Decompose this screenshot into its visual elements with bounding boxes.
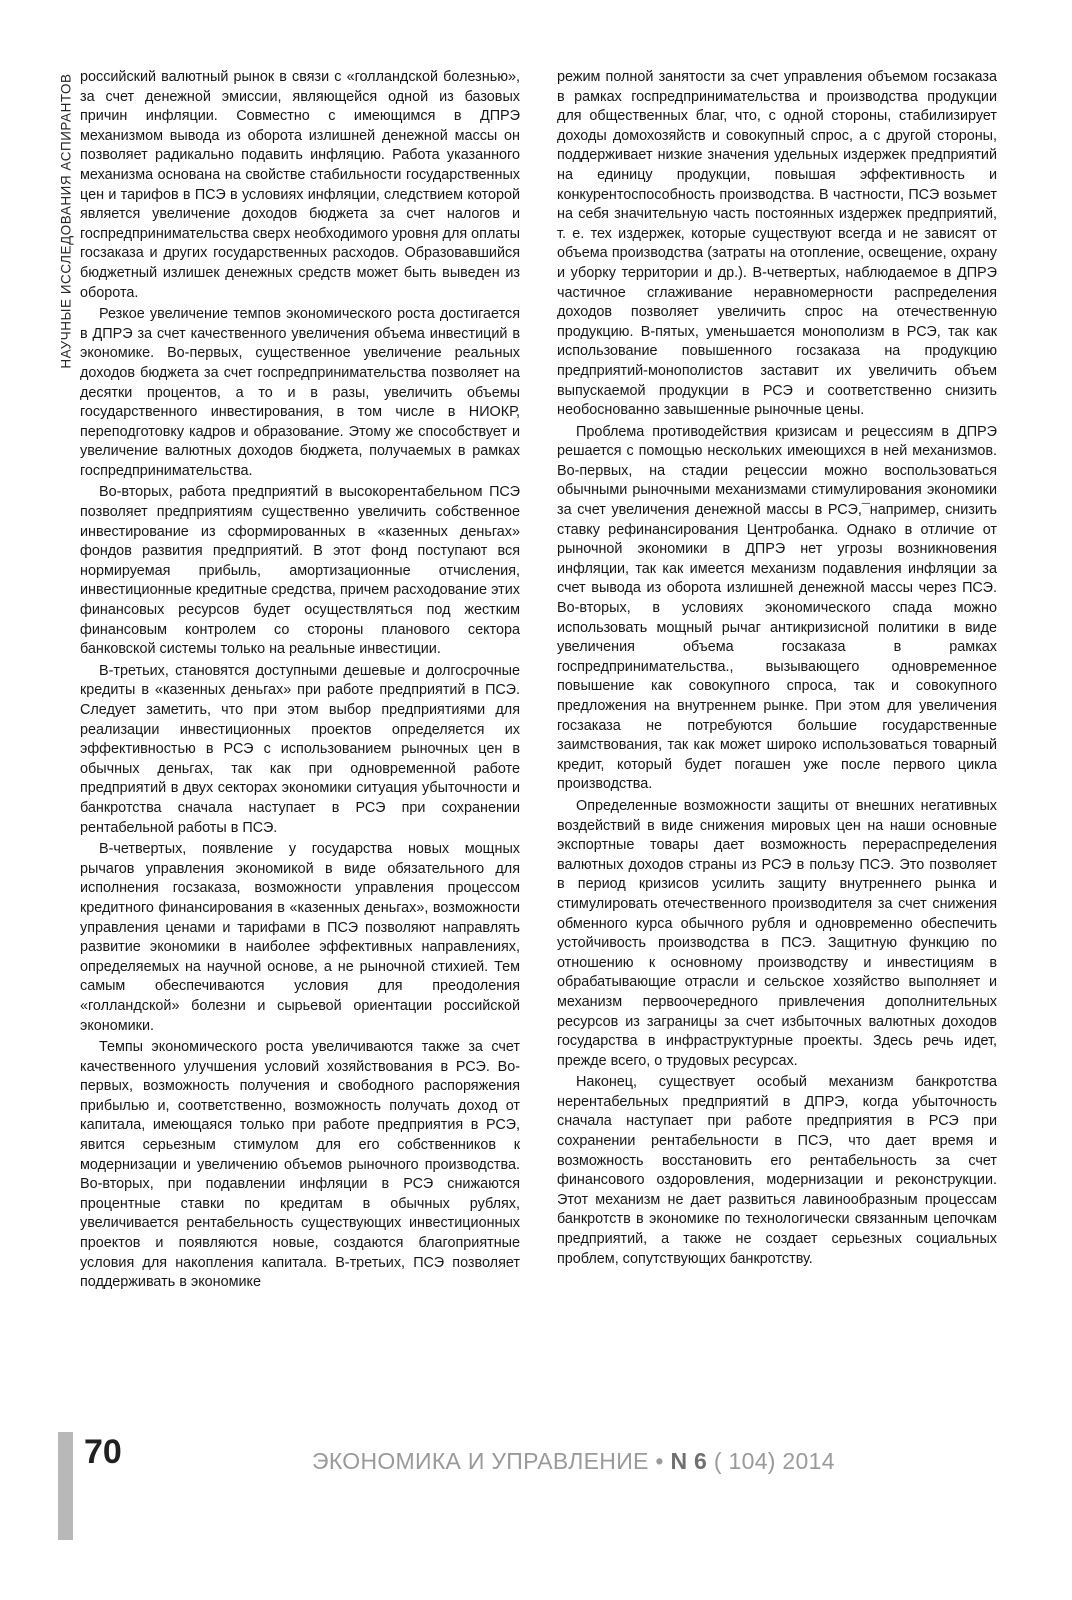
paragraph: Проблема противодействия кризисам и рецессиям в ДПРЭ решается с помощью нескольких имеющихся в ней механизмов. Во-первых, на стадии рецессии можно воспользоваться обычными рыночными механизмами стимулирования экономики за счет увеличения денежной массы в РСЭ,¯например, снизить ставку рефинансирования Центробанка. Однако в отличие от рыночной экономики в ДПРЭ нет угрозы возникновения инфляции, так как имеется механизм подавления инфляции за счет вывода из оборота излишней денежной массы через ПСЭ. Во-вторых, в условиях экономического спада можно использовать мощный рычаг антикризисной политики в виде увеличения объема госзаказа в рамках госпредпринимательства., вызывающего одновременное повышение как совокупного спроса, так и совокупного предложения на внутреннем рынке. При этом для увеличения госзаказа не потребуются большие государственные заимствования, так как может широко использоваться товарный кредит, который будет погашен уже после первого цикла производства.	[557, 423, 997, 793]
paragraph: Наконец, существует особый механизм банкротства нерентабельных предприятий в ДПРЭ, когда убыточность сначала наступает при работе предприятия в РСЭ при сохранении рентабельности в ПСЭ, что дает время и возможность восстановить его рентабельность за счет финансового оздоровления, модернизации и реконструкции. Этот механизм не дает развиться лавинообразным процессам банкротств в экономике по технологически связанным цепочкам предприятий, а также не создает серьезных социальных проблем, сопутствующих банкротству.	[557, 1074, 997, 1267]
paragraph: Определенные возможности защиты от внешних негативных воздействий в виде снижения мировых цен на наши основные экспортные товары дает возможность перераспределения валютных доходов страны из РСЭ в пользу ПСЭ. Это позволяет в период кризисов усилить защиту внутреннего рынка и стимулировать отечественного производителя за счет снижения обменного курса обычного рубля и одновременно обеспечить устойчивость производства в ПСЭ. Защитную функцию по отношению к основному производству и инвестициям в обрабатывающие отрасли и сельское хозяйство выполняет и механизм первоочередного привлечения дополнительных ресурсов из заграницы за счет избыточных валютных доходов государства в инфраструктурные проекты. Здесь речь идет, прежде всего, о трудовых ресурсах.	[557, 797, 997, 1069]
paragraph: В-третьих, становятся доступными дешевые и долгосрочные кредиты в «казенных деньгах» при работе предприятий в ПСЭ. Следует заметить, что при этом выбор предприятиями для реализации инвестиционных проектов определяется их эффективностью в РСЭ с использованием рыночных цен в обычных деньгах, так как при одновременной работе предприятий в двух секторах экономики ситуация убыточности и банкротства сначала наступает в РСЭ при сохранении рентабельной работы в ПСЭ.	[80, 662, 520, 836]
paragraph: Во-вторых, работа предприятий в высокорентабельном ПСЭ позволяет предприятиям существенно увеличить собственное инвестирование из сформированных в «казенных деньгах» фондов развития предприятий. В этот фонд поступают вся нормируемая прибыль, амортизационные отчисления, инвестиционные кредитные средства, причем расходование этих финансовых ресурсов будет осуществляться под жестким финансовым контролем со стороны планового сектора банковской системы только на реальные инвестиции.	[80, 484, 520, 658]
right-column	[557, 68, 997, 1271]
paragraph: Резкое увеличение темпов экономического роста достигается в ДПРЭ за счет качественного увеличения объема инвестиций в экономике. Во-первых, существенное увеличение реальных доходов бюджета за счет госпредпринимательства позволяет на десятки процентов, а то и в разы, увеличить объемы государственного инвестирования, в том числе в НИОКР, переподготовку кадров и образование. Этому же способствует и увеличение валютных доходов бюджета, получаемых в рамках госпредпринимательства.	[80, 306, 520, 479]
journal-title: ЭКОНОМИКА И УПРАВЛЕНИЕ	[312, 1448, 649, 1474]
section-side-label	[56, 62, 76, 380]
issue-number: N 6	[670, 1448, 708, 1474]
left-column	[80, 68, 520, 1295]
journal-footer	[312, 1446, 835, 1476]
section-side-label-text: НАУЧНЫЕ ИССЛЕДОВАНИЯ АСПИРАНТОВ	[58, 73, 74, 369]
paragraph: российский валютный рынок в связи с «голландской болезнью», за счет денежной эмиссии, являющейся одной из базовых причин инфляции. Совместно с имеющимся в ДПРЭ механизмом вывода из оборота излишней денежной массы он позволяет радикально подавить инфляцию. Работа указанного механизма основана на свойстве стабильности государственных цен и тарифов в ПСЭ в условиях инфляции, следствием которой является увеличение доходов бюджета за счет налогов и госпредпринимательства сверх необходимого уровня для оплаты госзаказа и других государственных расходов. Образовавшийся бюджетный излишек денежных средств может быть выведен из оборота.	[80, 69, 520, 301]
issue-year: ( 104) 2014	[713, 1448, 835, 1474]
paragraph: Темпы экономического роста увеличиваются также за счет качественного улучшения условий хозяйствования в РСЭ. Во-первых, возможность получения и свободного распоряжения прибылью и, соответственно, возможность получать доход от капитала, имеющаяся только при работе предприятия в РСЭ, явится серьезным стимулом для его собственников к модернизации и увеличению объемов рыночного производства. Во-вторых, при подавлении инфляции в РСЭ снижаются процентные ставки по кредитам в обычных рублях, увеличивается рентабельность существующих инвестиционных проектов и появляются новые, создаются благоприятные условия для накопления капитала. В-третьих, ПСЭ позволяет поддерживать в экономике	[80, 1039, 520, 1291]
paragraph: режим полной занятости за счет управления объемом госзаказа в рамках госпредпринимательства и производства продукции для общественных благ, что, с одной стороны, стабилизирует доходы домохозяйств и совокупный спрос, а с другой стороны, поддерживает низкие значения удельных издержек предприятий на единицу продукции, повышая эффективность и конкурентоспособность производства. В частности, ПСЭ возьмет на себя значительную часть постоянных издержек предприятий, т. е. тех издержек, которые существуют всегда и не зависят от объема производства (затраты на отопление, освещение, охрану и уборку территории и др.). В-четвертых, наблюдаемое в ДПРЭ частичное сглаживание неравномерности распределения доходов позволяет увеличить спрос на отечественную продукцию. В-пятых, уменьшается монополизм в РСЭ, так как использование повышенного госзаказа на продукцию предприятий-монополистов заставит их увеличить объем выпускаемой продукции в РСЭ и соответственно снизить необоснованно завышенные рыночные цены.	[557, 69, 997, 419]
paragraph: В-четвертых, появление у государства новых мощных рычагов управления экономикой в виде обязательного для исполнения госзаказа, возможности управления процессом кредитного финансирования в «казенных деньгах», возможности управления ценами и тарифами в ПСЭ позволяют направлять развитие экономики в наиболее эффективных направлениях, определяемых на научной основе, а не рыночной стихией. Тем самым обеспечиваются условия для преодоления «голландской» болезни и сырьевой ориентации российской экономики.	[80, 841, 520, 1034]
page-number: 70	[84, 1433, 122, 1471]
footer-separator: •	[655, 1448, 664, 1474]
page-marker-bar	[58, 1432, 73, 1540]
